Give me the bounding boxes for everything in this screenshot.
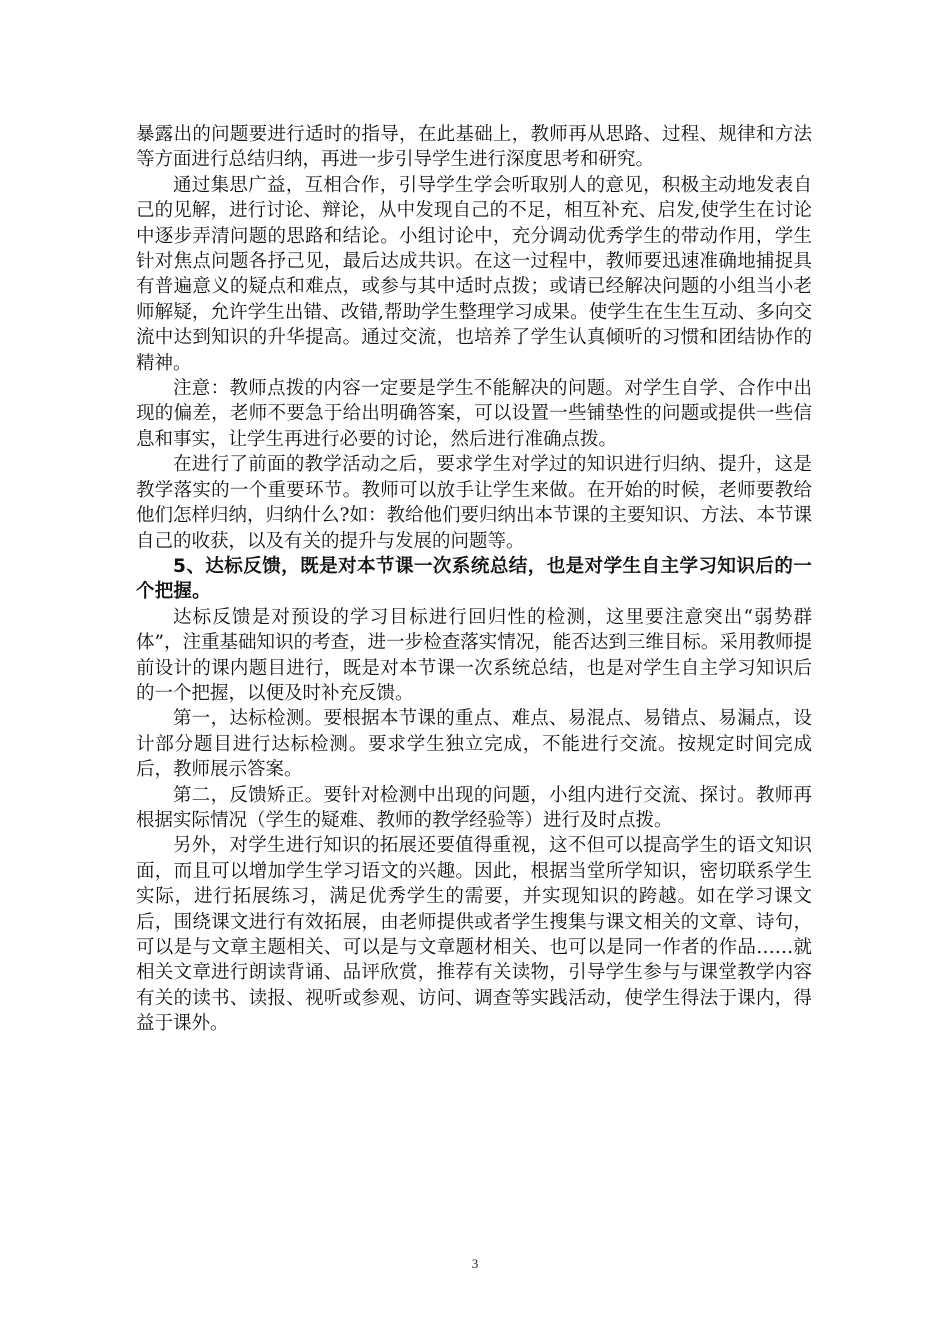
paragraph-summary: 在进行了前面的教学活动之后，要求学生对学过的知识进行归纳、提升，这是教学落实的一个重要环节。教师可以放手让学生来做。在开始的时候，老师要教给他们怎样归纳，归纳什么?如：教给他们要归纳出本节课的主要知识、方法、本节课自己的收获，以及有关的提升与发展的问题等。 <box>136 454 812 552</box>
paragraph-first: 第一，达标检测。要根据本节课的重点、难点、易混点、易错点、易漏点，设计部分题目进行达标检测。要求学生独立完成，不能进行交流。按规定时间完成后，教师展示答案。 <box>136 708 812 781</box>
paragraph-second: 第二，反馈矫正。要针对检测中出现的问题，小组内进行交流、探讨。教师再根据实际情况（学生的疑难、教师的教学经验等）进行及时点拨。 <box>136 784 812 831</box>
page-body <box>136 122 812 1037</box>
paragraph-feedback: 达标反馈是对预设的学习目标进行回归性的检测，这里要注意突出“弱势群体”，注重基础知识的考查，进一步检查落实情况，能否达到三维目标。采用教师提前设计的课内题目进行，既是对本节课一次系统总结，也是对学生自主学习知识后的一个把握，以便及时补充反馈。 <box>136 606 812 704</box>
page-number: 3 <box>471 1256 479 1271</box>
section-heading-5: 5、达标反馈，既是对本节课一次系统总结，也是对学生自主学习知识后的一个把握。 <box>136 555 812 603</box>
paragraph-group-discussion: 通过集思广益，互相合作，引导学生学会听取别人的意见，积极主动地发表自己的见解，进行讨论、辩论，从中发现自己的不足，相互补充、启发,使学生在讨论中逐步弄清问题的思路和结论。小组讨论中，充分调动优秀学生的带动作用，学生针对焦点问题各抒己见，最后达成共识。在这一过程中，教师要迅速准确地捕捉具有普遍意义的疑点和难点，或参与其中适时点拨；或请已经解决问题的小组当小老师解疑，允许学生出错、改错,帮助学生整理学习成果。使学生在生生互动、多向交流中达到知识的升华提高。通过交流，也培养了学生认真倾听的习惯和团结协作的精神。 <box>136 174 812 374</box>
paragraph-extension: 另外，对学生进行知识的拓展还要值得重视，这不但可以提高学生的语文知识面，而且可以增加学生学习语文的兴趣。因此，根据当堂所学知识，密切联系学生实际，进行拓展练习，满足优秀学生的需要，并实现知识的跨越。如在学习课文后，围绕课文进行有效拓展，由老师提供或者学生搜集与课文相关的文章、诗句，可以是与文章主题相关、可以是与文章题材相关、也可以是同一作者的作品……就相关文章进行朗读背诵、品评欣赏，推荐有关读物，引导学生参与与课堂教学内容有关的读书、读报、视听或参观、访问、调查等实践活动，使学生得法于课内，得益于课外。 <box>136 835 812 1035</box>
paragraph-note: 注意：教师点拨的内容一定要是学生不能解决的问题。对学生自学、合作中出现的偏差，老师不要急于给出明确答案，可以设置一些铺垫性的问题或提供一些信息和事实，让学生再进行必要的讨论，然后进行准确点拨。 <box>136 378 812 450</box>
paragraph-continuation: 暴露出的问题要进行适时的指导，在此基础上，教师再从思路、过程、规律和方法等方面进行总结归纳，再进一步引导学生进行深度思考和研究。 <box>136 124 812 171</box>
